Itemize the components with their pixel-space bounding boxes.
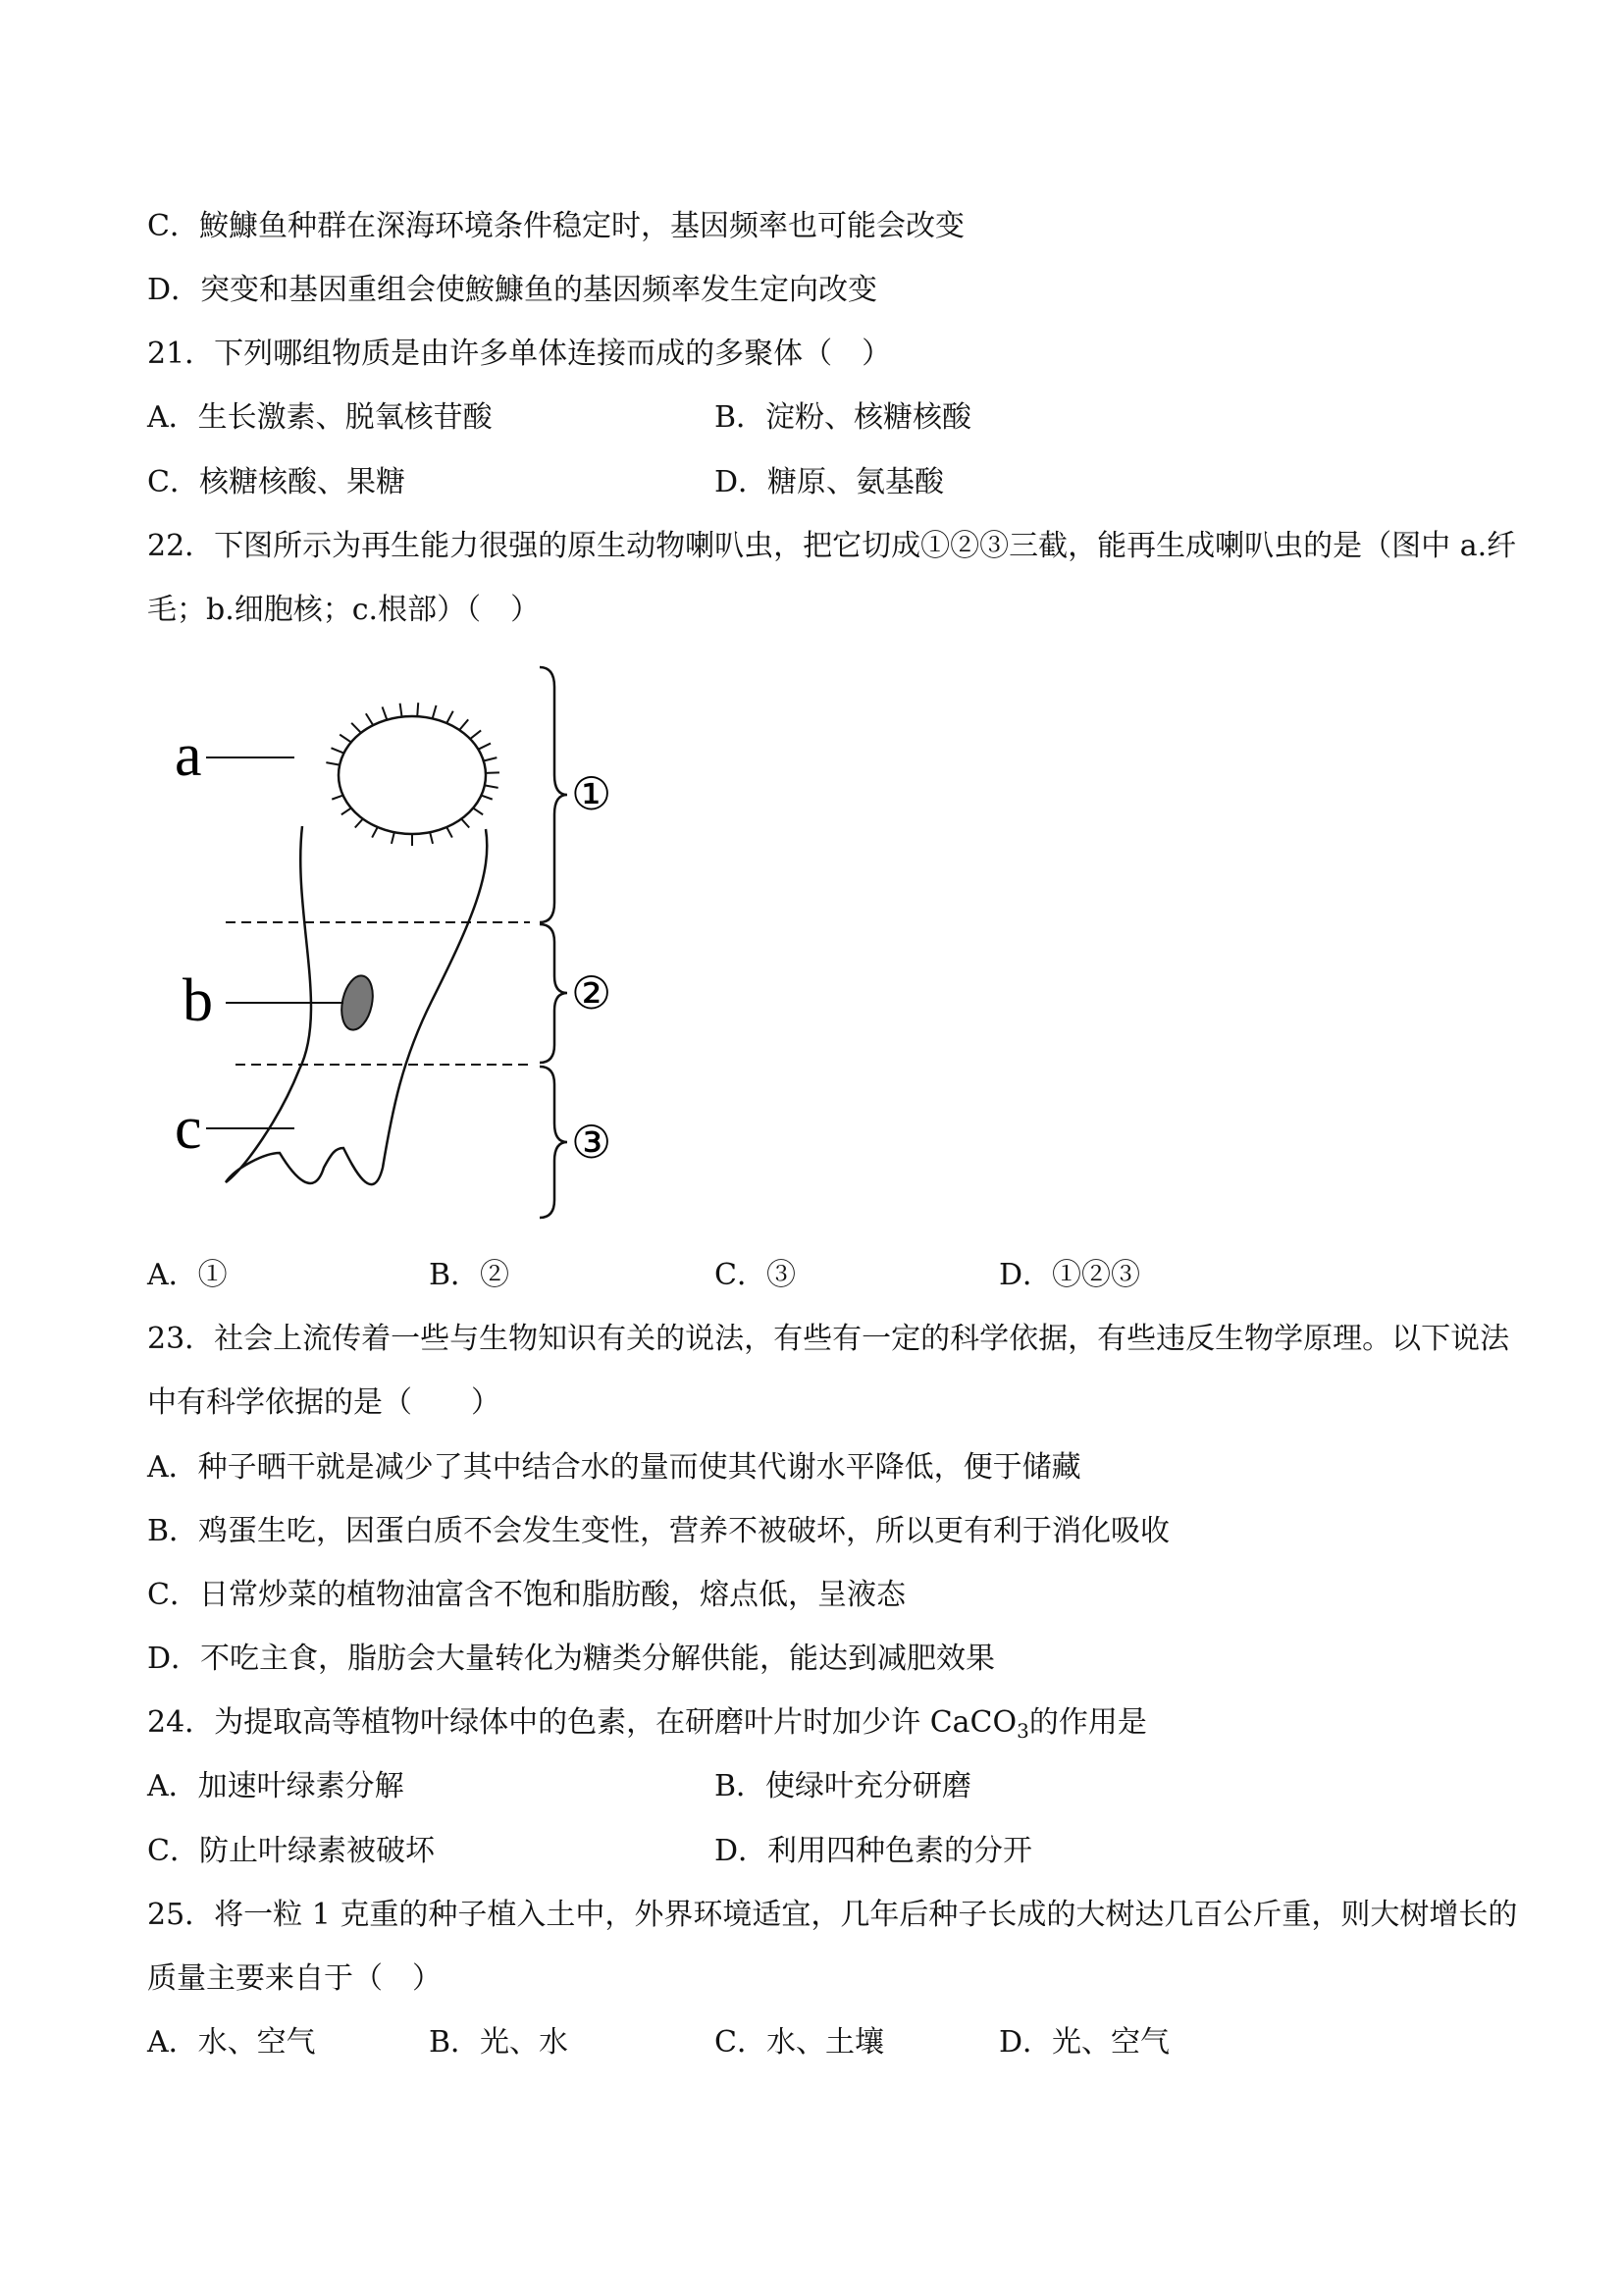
- q22-option-b: B．②: [429, 1258, 510, 1292]
- cilium: [400, 704, 402, 717]
- segment-1-label: ①: [571, 769, 612, 819]
- q22-option-c: C．③: [714, 1258, 796, 1292]
- cilium: [372, 827, 378, 838]
- cilium: [341, 809, 351, 815]
- q25-option-b: B．光、水: [429, 2025, 569, 2060]
- q21-stem: 21．下列哪组物质是由许多单体连接而成的多聚体（ ）: [147, 337, 892, 371]
- q20-option-c: C．鮟鱇鱼种群在深海环境条件稳定时，基因频率也可能会改变: [147, 209, 965, 243]
- cilium: [340, 735, 351, 743]
- segment-2-label: ②: [571, 968, 612, 1018]
- q21-option-c: C．核糖核酸、果糖: [147, 465, 405, 499]
- q24-stem: [147, 1703, 1147, 1750]
- q24-stem-subscript: 3: [1017, 1719, 1029, 1743]
- q24-option-c: C．防止叶绿素被破坏: [147, 1834, 435, 1868]
- cilium: [484, 757, 497, 760]
- cilium: [446, 711, 453, 723]
- cilia-lines: [326, 703, 499, 846]
- trumpet-animal-figure: [147, 657, 657, 1226]
- q23-option-d: D．不吃主食，脂肪会大量转化为糖类分解供能，能达到减肥效果: [147, 1642, 996, 1676]
- cilium: [326, 762, 340, 764]
- cilium: [470, 730, 481, 739]
- q24-option-b: B．使绿叶充分研磨: [714, 1769, 972, 1803]
- brace-1: [540, 667, 567, 922]
- cilium: [351, 723, 361, 733]
- cilium: [473, 809, 483, 815]
- label-b: b: [183, 967, 213, 1034]
- cilium: [332, 796, 342, 800]
- label-a: a: [175, 722, 202, 789]
- cilium: [355, 819, 363, 828]
- q24-option-d: D．利用四种色素的分开: [714, 1834, 1033, 1868]
- q25-option-c: C．水、土壤: [714, 2025, 884, 2060]
- q25-stem-line2: 质量主要来自于（ ）: [147, 1961, 442, 1996]
- q23-stem-line1: 23．社会上流传着一些与生物知识有关的说法，有些有一定的科学依据，有些违反生物学原理。以下说法: [147, 1322, 1510, 1356]
- cilium: [392, 832, 394, 844]
- q23-option-a: A．种子晒干就是减少了其中结合水的量而使其代谢水平降低，便于储藏: [147, 1450, 1081, 1485]
- q24-option-a: A．加速叶绿素分解: [147, 1769, 404, 1803]
- segment-3-label: ③: [571, 1118, 612, 1168]
- cilium: [331, 748, 343, 753]
- q23-stem-line2: 中有科学依据的是（ ）: [147, 1385, 500, 1420]
- q20-option-d: D．突变和基因重组会使鮟鱇鱼的基因频率发生定向改变: [147, 273, 878, 307]
- cilium: [478, 744, 491, 750]
- cilium: [485, 785, 498, 787]
- q21-option-d: D．糖原、氨基酸: [714, 465, 945, 499]
- q22-option-a: A．①: [147, 1258, 228, 1292]
- label-c: c: [175, 1095, 202, 1162]
- head-ellipse: [339, 716, 486, 834]
- brace-2: [540, 924, 567, 1063]
- q22-stem-line1: 22．下图所示为再生能力很强的原生动物喇叭虫，把它切成①②③三截，能再生成喇叭虫的是（图中 a.纤: [147, 529, 1517, 563]
- q23-option-b: B．鸡蛋生吃，因蛋白质不会发生变性，营养不被破坏，所以更有利于消化吸收: [147, 1514, 1171, 1548]
- cilium: [430, 832, 433, 844]
- q21-option-b: B．淀粉、核糖核酸: [714, 400, 972, 435]
- q25-option-a: A．水、空气: [147, 2025, 316, 2060]
- q21-option-a: A．生长激素、脱氧核苷酸: [147, 400, 493, 435]
- q25-option-d: D．光、空气: [999, 2025, 1171, 2060]
- cilium: [459, 719, 468, 730]
- q24-stem-post: 的作用是: [1028, 1705, 1147, 1740]
- q22-option-d: D．①②③: [999, 1258, 1141, 1292]
- cilium: [433, 705, 437, 718]
- cilium: [417, 703, 418, 716]
- q23-option-c: C．日常炒菜的植物油富含不饱和脂肪酸，熔点低，呈液态: [147, 1578, 906, 1612]
- brace-3: [540, 1067, 567, 1218]
- cilium: [461, 819, 469, 828]
- cilium: [446, 827, 452, 838]
- q25-stem-line1: 25．将一粒 1 克重的种子植入土中，外界环境适宜，几年后种子长成的大树达几百公斤重，则大树增长的: [147, 1898, 1518, 1932]
- cilium: [366, 713, 373, 725]
- cilium: [383, 706, 388, 719]
- cilium: [481, 796, 492, 800]
- q22-stem-line2: 毛；b.细胞核；c.根部）（ ）: [147, 593, 541, 627]
- q24-stem-pre: 24．为提取高等植物叶绿体中的色素，在研磨叶片时加少许 CaCO: [147, 1705, 1018, 1740]
